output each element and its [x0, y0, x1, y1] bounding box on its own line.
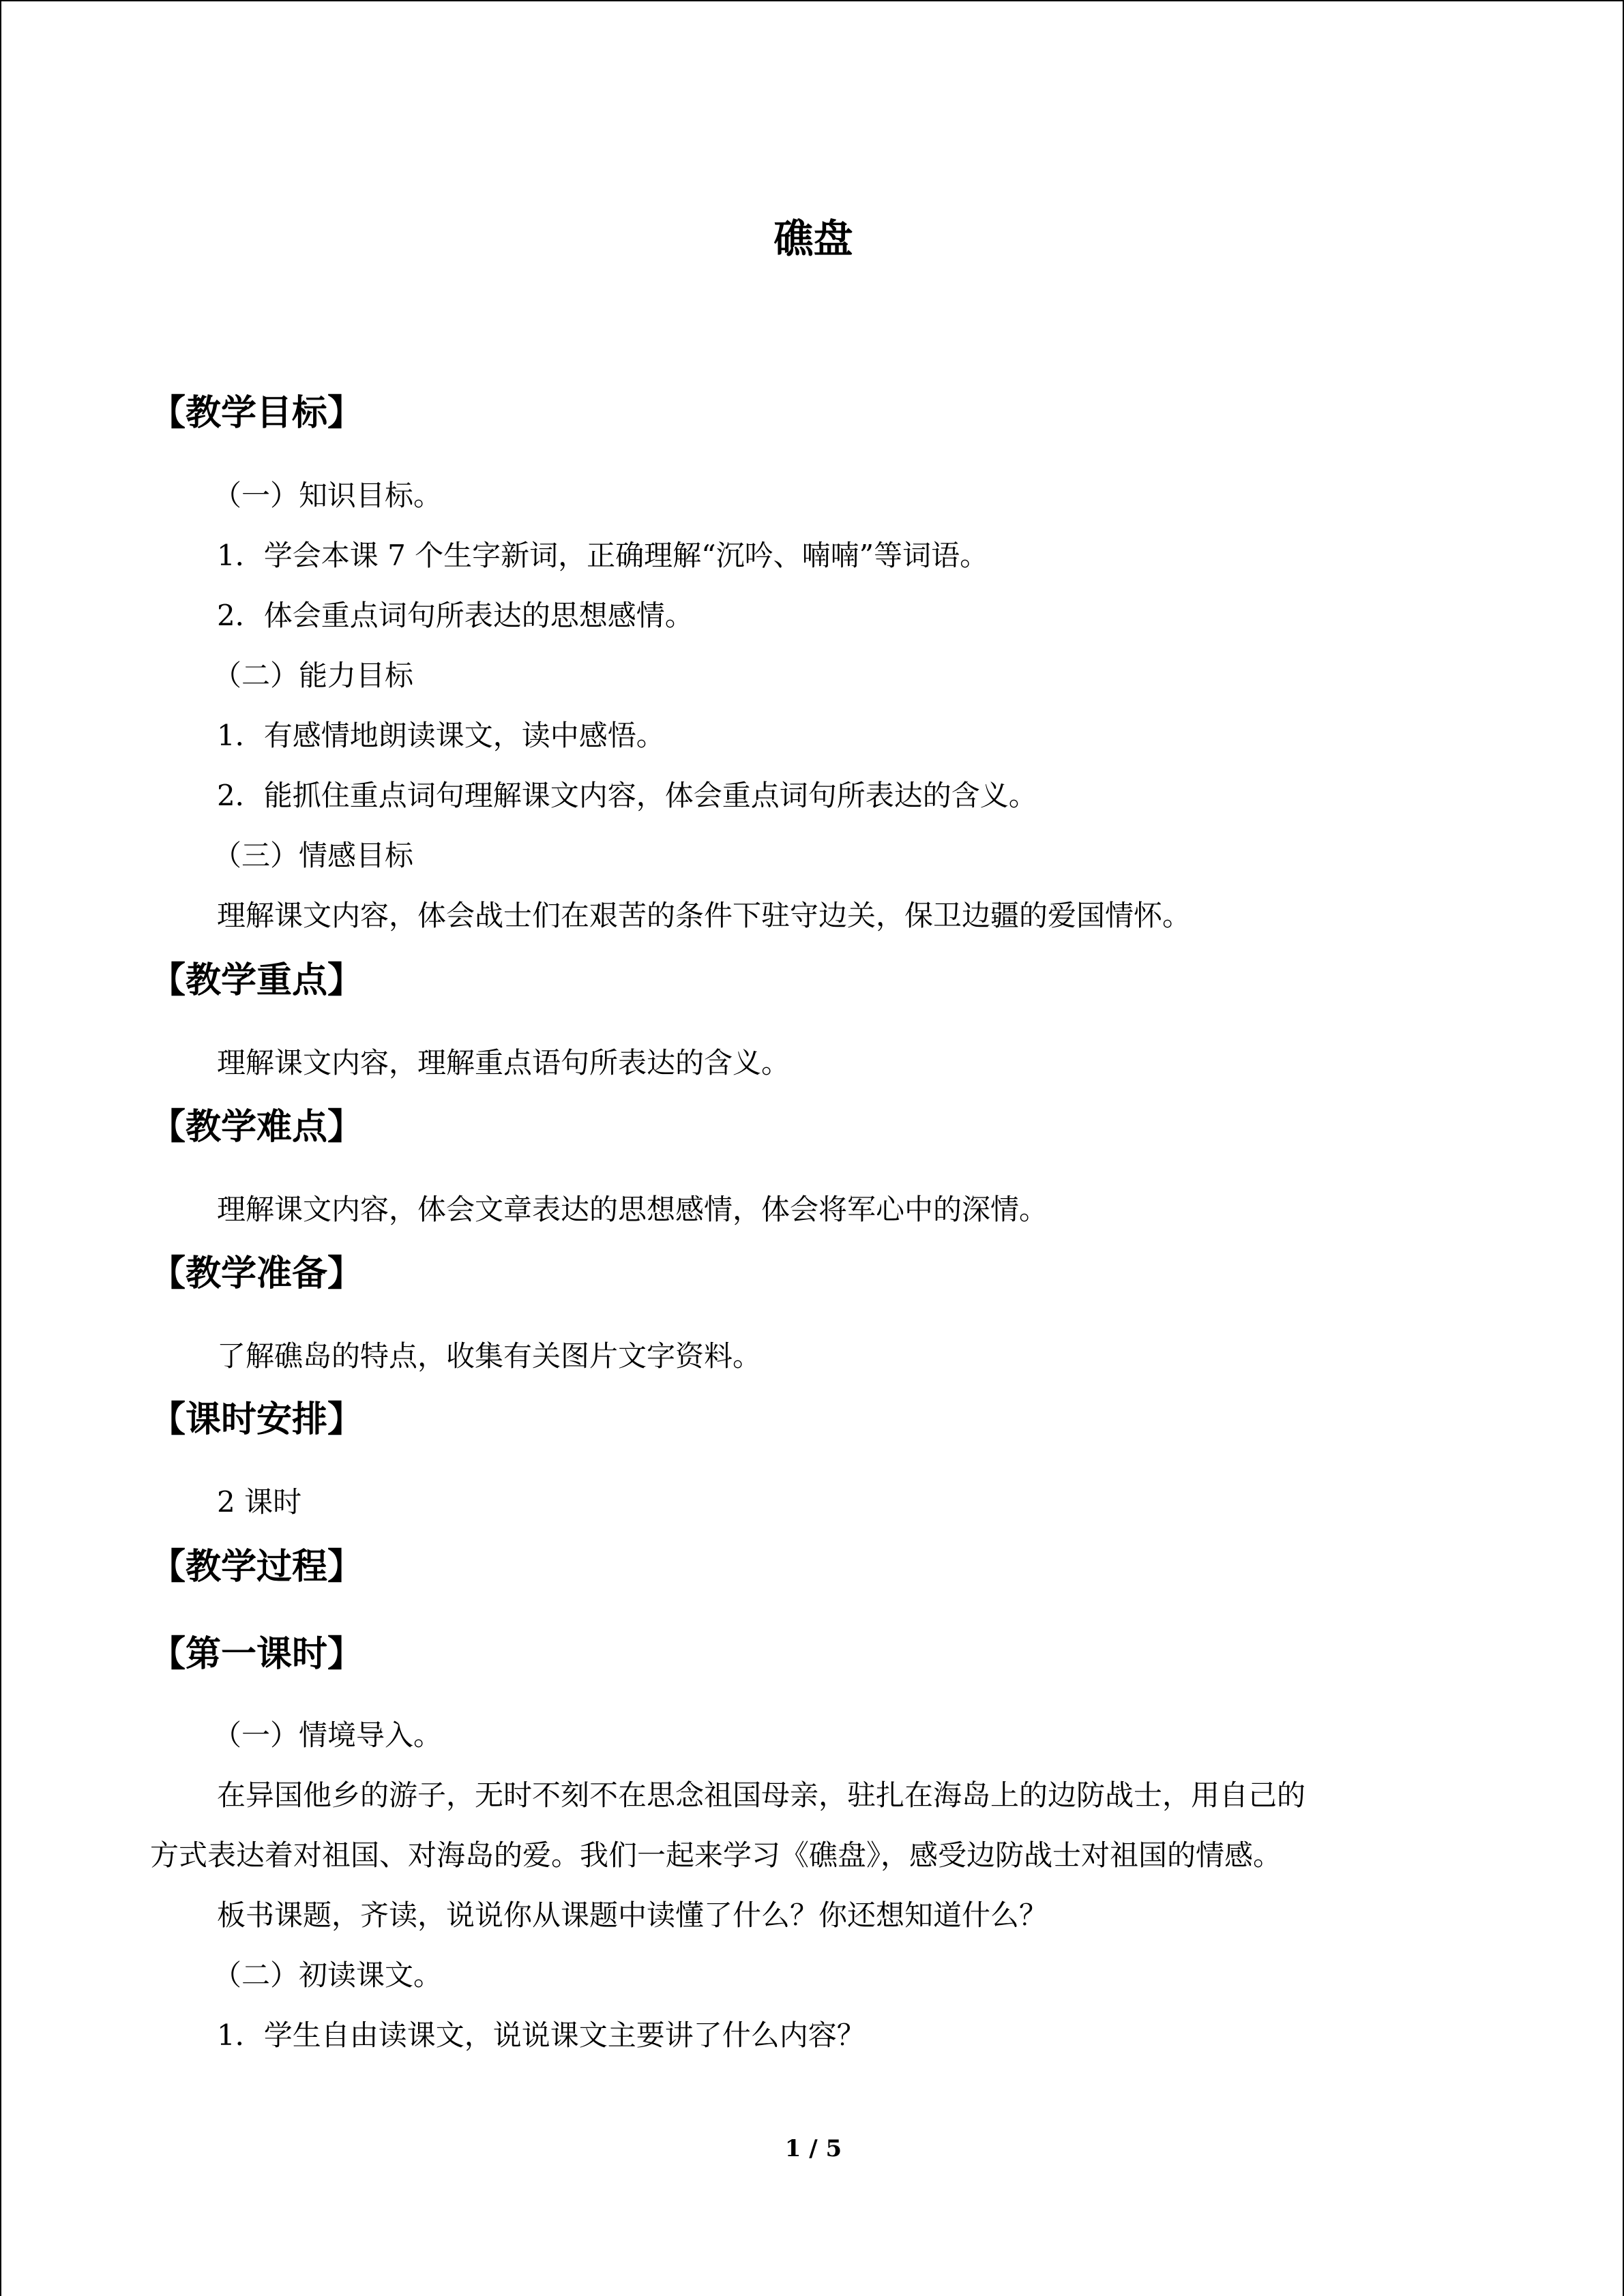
page-number: 1 / 5 [784, 2135, 842, 2162]
schedule-text: 2 课时 [217, 1485, 302, 1519]
lesson-line: （一）情境导入。 [213, 1718, 443, 1752]
lesson-line: （二）初读课文。 [213, 1958, 443, 1992]
objective-line: （一）知识目标。 [213, 479, 443, 512]
preparation-text: 了解礁岛的特点，收集有关图片文字资料。 [217, 1339, 762, 1373]
heading-schedule: 【课时安排】 [150, 1399, 364, 1440]
lesson-line: 在异国他乡的游子，无时不刻不在思念祖国母亲，驻扎在海岛上的边防战士，用自己的 [217, 1778, 1306, 1812]
difficulties-text: 理解课文内容，体会文章表达的思想感情，体会将军心中的深情。 [217, 1193, 1048, 1226]
document-title: 礁盘 [773, 215, 853, 262]
heading-difficulties: 【教学难点】 [150, 1107, 364, 1148]
heading-process: 【教学过程】 [150, 1547, 364, 1587]
heading-objectives: 【教学目标】 [150, 393, 364, 434]
objective-line: 1．有感情地朗读课文，读中感悟。 [217, 719, 665, 752]
heading-first-lesson: 【第一课时】 [150, 1634, 364, 1675]
objective-line: （三）情感目标 [213, 839, 414, 872]
objective-line: 理解课文内容，体会战士们在艰苦的条件下驻守边关，保卫边疆的爱国情怀。 [217, 899, 1192, 932]
lesson-line: 1．学生自由读课文，说说课文主要讲了什么内容？ [217, 2018, 866, 2052]
objective-line: 1．学会本课 7 个生字新词，正确理解“沉吟、喃喃”等词语。 [217, 539, 989, 572]
objective-line: （二）能力目标 [213, 659, 414, 692]
objective-line: 2．能抓住重点词句理解课文内容，体会重点词句所表达的含义。 [217, 779, 1037, 812]
heading-preparation: 【教学准备】 [150, 1253, 364, 1294]
heading-key-points: 【教学重点】 [150, 960, 364, 1001]
objective-line: 2．体会重点词句所表达的思想感情。 [217, 599, 694, 632]
key-points-text: 理解课文内容，理解重点语句所表达的含义。 [217, 1046, 791, 1079]
lesson-line: 板书课题，齐读，说说你从课题中读懂了什么？你还想知道什么？ [217, 1898, 1048, 1932]
lesson-line: 方式表达着对祖国、对海岛的爱。我们一起来学习《礁盘》，感受边防战士对祖国的情感。 [150, 1838, 1282, 1872]
